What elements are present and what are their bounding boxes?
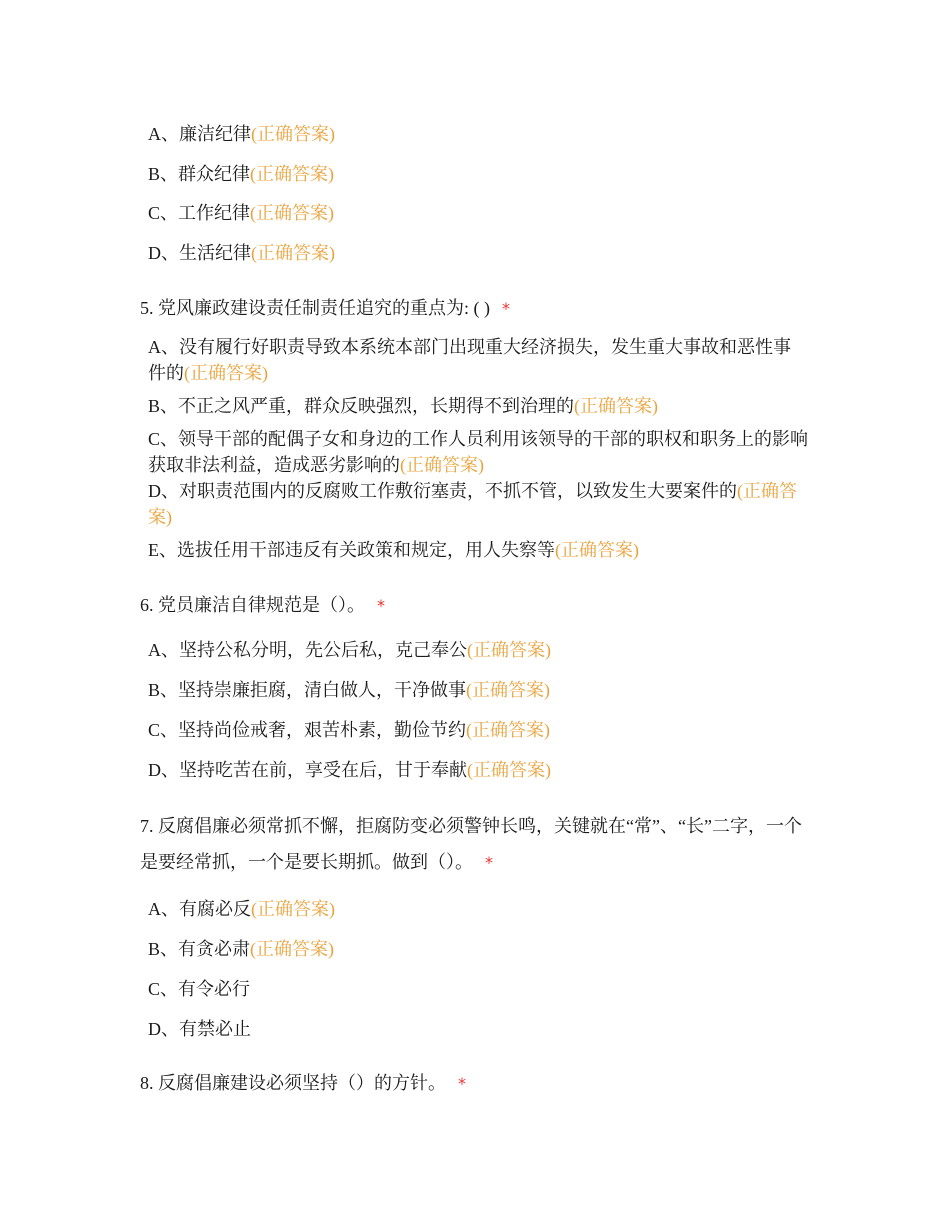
q7-option-b[interactable]: B、有贪必肃(正确答案) — [148, 939, 335, 959]
correct-answer-tag: (正确答案) — [250, 939, 335, 959]
q4-option-c[interactable]: C、工作纪律(正确答案) — [148, 203, 335, 223]
q5-option-c[interactable]: C、领导干部的配偶子女和身边的工作人员利用该领导的干部的职权和职务上的影响获取非法利益，造成恶劣影响的(正确答案) — [148, 429, 809, 475]
required-mark: * — [377, 596, 385, 615]
q4-option-a[interactable]: A、廉洁纪律(正确答案) — [148, 124, 335, 144]
required-mark: * — [502, 299, 510, 318]
correct-answer-tag: (正确答案) — [467, 760, 551, 780]
q7-option-a[interactable]: A、有腐必反(正确答案) — [148, 899, 335, 919]
correct-answer-tag: (正确答案) — [467, 640, 551, 660]
q7-option-c[interactable]: C、有令必行 — [148, 979, 251, 999]
q7-title: 7. 反腐倡廉必须常抓不懈，拒腐防变必须警钟长鸣，关键就在“常”、“长”二字，一个是要经常抓，一个是要长期抓。做到（）。 * — [140, 816, 802, 872]
correct-answer-tag: (正确答案) — [251, 243, 335, 263]
correct-answer-tag: (正确答案) — [250, 164, 335, 184]
correct-answer-tag: (正确答案) — [250, 203, 335, 223]
q5-title: 5. 党风廉政建设责任制责任追究的重点为: ( ) * — [140, 298, 510, 318]
correct-answer-tag: (正确答案) — [574, 396, 659, 416]
q5-option-d[interactable]: D、对职责范围内的反腐败工作敷衍塞责，不抓不管，以致发生大要案件的(正确答案) — [148, 481, 797, 527]
correct-answer-tag: (正确答案) — [251, 124, 335, 144]
correct-answer-tag: (正确答案) — [555, 540, 639, 560]
q5-option-b[interactable]: B、不正之风严重，群众反映强烈，长期得不到治理的(正确答案) — [148, 396, 659, 416]
q6-title: 6. 党员廉洁自律规范是（）。 * — [140, 595, 385, 615]
correct-answer-tag: (正确答案) — [148, 481, 797, 527]
q6-option-c[interactable]: C、坚持尚俭戒奢，艰苦朴素，勤俭节约(正确答案) — [148, 720, 551, 740]
required-mark: * — [458, 1074, 466, 1093]
correct-answer-tag: (正确答案) — [184, 363, 268, 383]
q4-option-b[interactable]: B、群众纪律(正确答案) — [148, 164, 335, 184]
correct-answer-tag: (正确答案) — [251, 899, 335, 919]
q5-option-e[interactable]: E、选拔任用干部违反有关政策和规定，用人失察等(正确答案) — [148, 540, 639, 560]
q6-option-a[interactable]: A、坚持公私分明，先公后私，克己奉公(正确答案) — [148, 640, 551, 660]
required-mark: * — [485, 853, 493, 872]
q5-option-a[interactable]: A、没有履行好职责导致本系统本部门出现重大经济损失，发生重大事故和恶性事件的(正确答案) — [148, 337, 791, 383]
q8-title: 8. 反腐倡廉建设必须坚持（）的方针。 * — [140, 1073, 466, 1093]
q7-option-d[interactable]: D、有禁必止 — [148, 1019, 251, 1039]
q4-option-d[interactable]: D、生活纪律(正确答案) — [148, 243, 335, 263]
q6-option-b[interactable]: B、坚持崇廉拒腐，清白做人，干净做事(正确答案) — [148, 680, 551, 700]
correct-answer-tag: (正确答案) — [466, 720, 551, 740]
correct-answer-tag: (正确答案) — [400, 455, 484, 475]
correct-answer-tag: (正确答案) — [466, 680, 551, 700]
q6-option-d[interactable]: D、坚持吃苦在前，享受在后，甘于奉献(正确答案) — [148, 760, 551, 780]
